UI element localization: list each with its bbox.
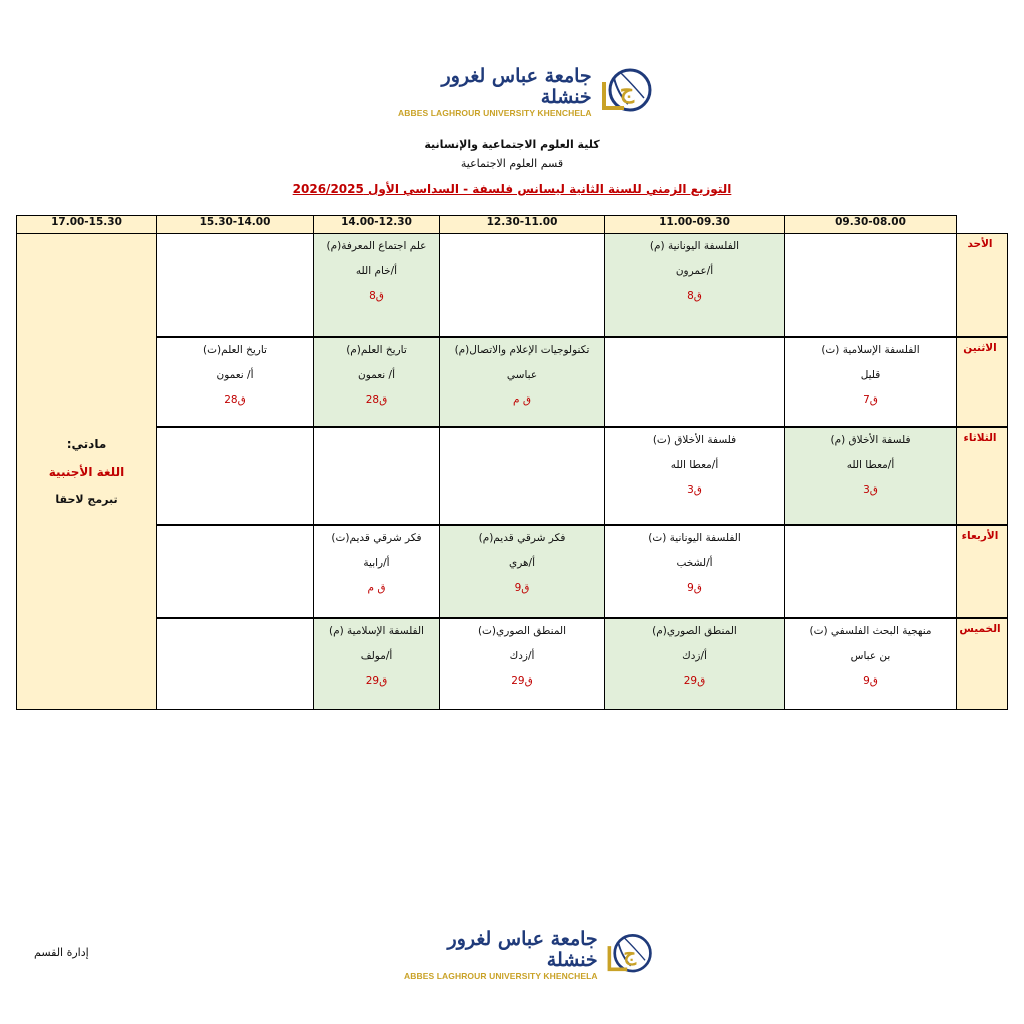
class-cell: [314, 618, 440, 710]
svg-text:ج: ج: [619, 78, 634, 104]
empty-slot: [157, 234, 314, 337]
university-emblem-icon: [604, 930, 654, 980]
class-professor: عباسي: [506, 368, 538, 381]
class-subject: الفلسفة الإسلامية (م): [329, 624, 424, 637]
class-room: ق9: [514, 581, 530, 594]
class-subject: منهجية البحث الفلسفي (ت): [809, 624, 932, 637]
class-room: ق3: [863, 483, 878, 496]
university-emblem-icon: [598, 64, 654, 120]
class-cell: [314, 234, 440, 337]
class-cell: [605, 618, 785, 710]
class-subject: الفلسفة اليونانية (م): [649, 240, 740, 252]
class-room: ق28: [365, 393, 388, 406]
department-name: قسم العلوم الاجتماعية: [460, 157, 564, 170]
faculty-name: كلية العلوم الاجتماعية والإنسانية: [424, 138, 600, 151]
class-professor: أ/ نعمون: [358, 368, 395, 381]
university-logo-footer: [404, 922, 634, 988]
note-line: مادتي:: [66, 437, 107, 451]
day-name: الخميس: [959, 622, 1001, 635]
class-subject: المنطق الصوري(م): [652, 624, 737, 637]
empty-slot: [440, 427, 605, 525]
day-row-tuesday: [17, 427, 1008, 525]
class-room: ق28: [224, 393, 246, 406]
class-subject: المنطق الصوري(ت): [477, 624, 567, 637]
day-row-thursday: [17, 618, 1008, 710]
day-name: الأحد: [967, 238, 993, 250]
class-professor: أ/مولف: [360, 649, 393, 662]
class-subject: تكنولوجيات الإعلام والاتصال(م): [454, 343, 590, 356]
class-cell: [314, 525, 440, 618]
class-cell: [605, 234, 785, 337]
class-room: ق9: [863, 674, 878, 687]
time-slot-header: 11.00-09.30: [605, 216, 785, 234]
class-subject: تاريخ العلم(ت): [203, 343, 267, 356]
class-professor: أ/لشخب: [676, 556, 713, 569]
day-label: [957, 618, 1008, 710]
class-cell: [440, 525, 605, 618]
class-cell: [785, 618, 957, 710]
empty-slot: [440, 234, 605, 337]
foreign-language-note: [17, 234, 157, 710]
class-professor: أ/هري: [508, 556, 535, 569]
class-subject: علم اجتماع المعرفة(م): [326, 240, 427, 252]
empty-slot: [157, 525, 314, 618]
day-name: الثلاثاء: [963, 431, 997, 444]
class-room: ق م: [367, 581, 386, 594]
day-label: [957, 525, 1008, 618]
department-administration: إدارة القسم: [34, 946, 89, 959]
class-subject: تاريخ العلم(م): [346, 343, 407, 356]
time-header-row: [17, 216, 1008, 234]
class-professor: أ/ نعمون: [216, 368, 254, 381]
empty-slot: [605, 337, 785, 427]
day-label: [957, 337, 1008, 427]
day-row-sunday: [17, 234, 1008, 337]
day-name: الاثنين: [963, 341, 997, 354]
class-room: ق29: [365, 674, 388, 687]
class-room: ق م: [513, 393, 531, 406]
time-slot-header: 14.00-12.30: [314, 216, 440, 234]
class-subject: الفلسفة اليونانية (ت): [648, 531, 741, 544]
class-professor: أ/معطا الله: [670, 458, 719, 471]
class-professor: أ/خام الله: [355, 265, 398, 277]
empty-slot: [785, 234, 957, 337]
class-subject: فكر شرقي قديم(ت): [331, 531, 422, 544]
note-subject: اللغة الأجنبية: [48, 465, 125, 479]
time-slot-header: 09.30-08.00: [785, 216, 957, 234]
logo-english-name: ABBES LAGHROUR UNIVERSITY KHENCHELA: [398, 107, 592, 118]
time-slot-header: 17.00-15.30: [17, 216, 157, 234]
day-row-monday: [17, 337, 1008, 427]
logo-english-name: ABBES LAGHROUR UNIVERSITY KHENCHELA: [404, 970, 598, 981]
class-room: ق7: [863, 393, 878, 406]
timetable: [16, 215, 1008, 710]
svg-text:ج: ج: [623, 942, 636, 966]
class-professor: أ/رابية: [363, 556, 390, 569]
day-label: [957, 427, 1008, 525]
logo-arabic-name: جامعة عباس لغرور خنشلة: [441, 65, 592, 108]
class-subject: فلسفة الأخلاق (م): [830, 433, 911, 446]
schedule-title: التوزيع الزمني للسنة الثانية ليسانس فلسفة - السداسي الأول 2026/2025: [292, 182, 732, 196]
class-subject: فلسفة الأخلاق (ت): [652, 433, 737, 446]
class-professor: أ/معطا الله: [846, 458, 895, 471]
class-cell: [605, 525, 785, 618]
corner-cell: [957, 216, 1008, 234]
class-cell: [440, 337, 605, 427]
class-room: ق9: [687, 581, 702, 594]
time-slot-header: 15.30-14.00: [157, 216, 314, 234]
class-subject: فكر شرقي قديم(م): [478, 531, 566, 544]
class-professor: أ/عمرون: [675, 265, 714, 277]
empty-slot: [157, 618, 314, 710]
empty-slot: [157, 427, 314, 525]
class-professor: قليل: [860, 368, 881, 381]
class-cell: [314, 337, 440, 427]
class-subject: الفلسفة الإسلامية (ت): [821, 343, 920, 356]
class-room: ق29: [683, 674, 706, 687]
university-logo: [398, 52, 634, 132]
empty-slot: [785, 525, 957, 618]
class-cell: [785, 427, 957, 525]
note-line: تبرمج لاحقا: [55, 493, 118, 506]
class-professor: أ/زدك: [509, 649, 535, 662]
empty-slot: [314, 427, 440, 525]
logo-arabic-name: جامعة عباس لغرور خنشلة: [447, 928, 598, 971]
class-room: ق8: [369, 290, 384, 302]
time-slot-header: 12.30-11.00: [440, 216, 605, 234]
class-cell: [157, 337, 314, 427]
day-row-wednesday: [17, 525, 1008, 618]
class-professor: بن عباس: [850, 649, 891, 662]
class-room: ق29: [511, 674, 533, 687]
day-name: الأربعاء: [961, 529, 999, 542]
day-label: [957, 234, 1008, 337]
class-cell: [440, 618, 605, 710]
class-cell: [785, 337, 957, 427]
class-room: ق8: [687, 290, 702, 302]
class-cell: [605, 427, 785, 525]
class-room: ق3: [687, 483, 702, 496]
class-professor: أ/زدك: [682, 649, 707, 662]
